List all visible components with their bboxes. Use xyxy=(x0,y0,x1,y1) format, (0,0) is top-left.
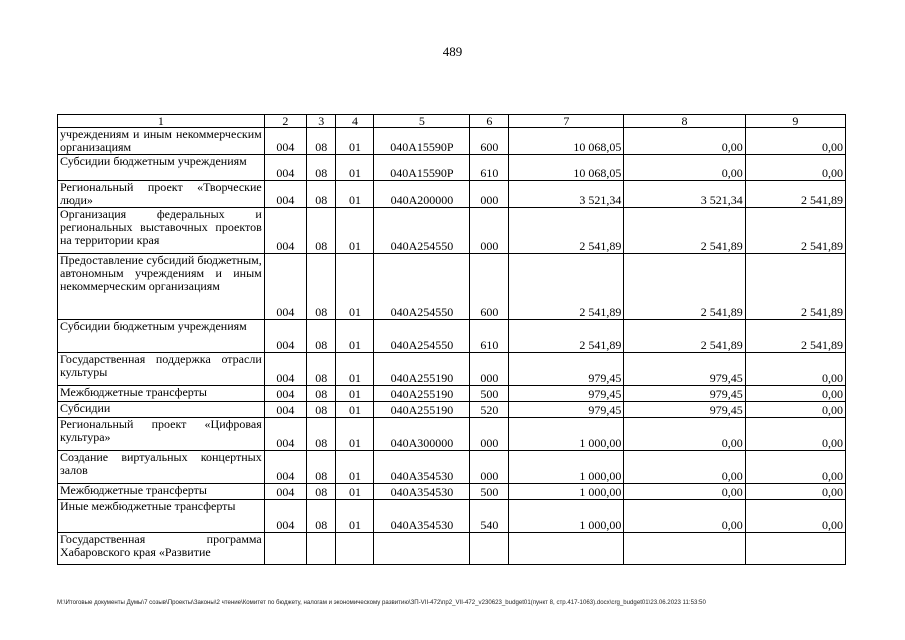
cell-section: 08 xyxy=(306,254,336,320)
table-row xyxy=(58,254,846,320)
cell-section: 08 xyxy=(306,181,336,208)
cell-target-article: 040A254550 xyxy=(374,254,470,320)
table-row xyxy=(58,418,846,451)
page-number: 489 xyxy=(442,44,463,59)
cell-sum-col9: 2 541,89 xyxy=(745,320,845,353)
cell-name: Создание виртуальных концертных залов xyxy=(58,451,265,484)
cell-name: Субсидии бюджетным учреждениям xyxy=(58,155,265,181)
cell-section: 08 xyxy=(306,208,336,254)
cell-expense-type: 610 xyxy=(470,320,509,353)
cell-subsection: 01 xyxy=(336,181,374,208)
cell-sum-col7: 3 521,34 xyxy=(509,181,624,208)
cell-name: Иные межбюджетные трансферты xyxy=(58,500,265,533)
cell-section: 08 xyxy=(306,155,336,181)
cell-sum-col8: 979,45 xyxy=(624,353,745,386)
cell-subsection: 01 xyxy=(336,386,374,402)
cell-sum-col9: 0,00 xyxy=(745,386,845,402)
cell-sum-col7: 1 000,00 xyxy=(509,418,624,451)
cell-sum-col9: 0,00 xyxy=(745,451,845,484)
header-cell: 5 xyxy=(374,115,470,128)
cell-sum-col7: 979,45 xyxy=(509,402,624,418)
cell-name: Межбюджетные трансферты xyxy=(58,484,265,500)
header-cell: 1 xyxy=(58,115,265,128)
cell-sum-col7: 2 541,89 xyxy=(509,320,624,353)
cell-name: учреждениям и иным некоммерческим организациям xyxy=(58,128,265,155)
header-cell: 3 xyxy=(306,115,336,128)
cell-grbs: 004 xyxy=(264,500,306,533)
cell-sum-col8: 3 521,34 xyxy=(624,181,745,208)
cell-sum-col9: 0,00 xyxy=(745,155,845,181)
cell-sum-col9: 0,00 xyxy=(745,500,845,533)
table-row xyxy=(58,128,846,155)
cell-target-article: 040A354530 xyxy=(374,500,470,533)
cell-expense-type xyxy=(470,533,509,565)
cell-expense-type: 600 xyxy=(470,254,509,320)
cell-grbs: 004 xyxy=(264,386,306,402)
cell-subsection: 01 xyxy=(336,254,374,320)
cell-sum-col7: 979,45 xyxy=(509,386,624,402)
cell-sum-col8: 0,00 xyxy=(624,128,745,155)
cell-sum-col7 xyxy=(509,533,624,565)
cell-target-article: 040A354530 xyxy=(374,484,470,500)
cell-grbs: 004 xyxy=(264,320,306,353)
table-body xyxy=(58,115,846,565)
cell-target-article: 040A254550 xyxy=(374,208,470,254)
header-cell: 2 xyxy=(264,115,306,128)
cell-expense-type: 500 xyxy=(470,484,509,500)
cell-grbs: 004 xyxy=(264,418,306,451)
table-row xyxy=(58,500,846,533)
cell-sum-col8: 2 541,89 xyxy=(624,320,745,353)
cell-expense-type: 000 xyxy=(470,451,509,484)
cell-target-article xyxy=(374,533,470,565)
budget-table xyxy=(57,114,846,565)
cell-grbs: 004 xyxy=(264,181,306,208)
cell-sum-col8: 979,45 xyxy=(624,386,745,402)
cell-target-article: 040A254550 xyxy=(374,320,470,353)
cell-sum-col9: 0,00 xyxy=(745,128,845,155)
cell-subsection: 01 xyxy=(336,155,374,181)
cell-sum-col8: 0,00 xyxy=(624,451,745,484)
table-row xyxy=(58,208,846,254)
cell-sum-col7: 1 000,00 xyxy=(509,484,624,500)
header-cell: 7 xyxy=(509,115,624,128)
cell-grbs: 004 xyxy=(264,254,306,320)
cell-subsection: 01 xyxy=(336,418,374,451)
header-cell: 6 xyxy=(470,115,509,128)
cell-grbs: 004 xyxy=(264,353,306,386)
cell-sum-col9: 2 541,89 xyxy=(745,254,845,320)
header-cell: 8 xyxy=(624,115,745,128)
cell-sum-col8: 0,00 xyxy=(624,484,745,500)
cell-grbs: 004 xyxy=(264,208,306,254)
cell-sum-col8: 0,00 xyxy=(624,155,745,181)
cell-section: 08 xyxy=(306,451,336,484)
cell-section: 08 xyxy=(306,500,336,533)
table-row xyxy=(58,155,846,181)
table-row xyxy=(58,353,846,386)
cell-subsection: 01 xyxy=(336,451,374,484)
table-row xyxy=(58,533,846,565)
cell-sum-col8 xyxy=(624,533,745,565)
cell-name: Предоставление субсидий бюджетным, автономным учреждениям и иным некоммерческим организациям xyxy=(58,254,265,320)
table-row xyxy=(58,181,846,208)
cell-expense-type: 600 xyxy=(470,128,509,155)
cell-target-article: 040A255190 xyxy=(374,386,470,402)
cell-target-article: 040A300000 xyxy=(374,418,470,451)
cell-expense-type: 540 xyxy=(470,500,509,533)
cell-grbs: 004 xyxy=(264,484,306,500)
cell-name: Государственная поддержка отрасли культуры xyxy=(58,353,265,386)
cell-name: Организация федеральных и региональных выставочных проектов на территории края xyxy=(58,208,265,254)
cell-sum-col7: 1 000,00 xyxy=(509,451,624,484)
cell-sum-col9: 0,00 xyxy=(745,484,845,500)
cell-sum-col9: 0,00 xyxy=(745,402,845,418)
cell-name: Региональный проект «Творческие люди» xyxy=(58,181,265,208)
cell-subsection: 01 xyxy=(336,320,374,353)
table-row xyxy=(58,402,846,418)
cell-grbs: 004 xyxy=(264,128,306,155)
cell-name: Государственная программа Хабаровского края «Развитие xyxy=(58,533,265,565)
cell-sum-col8: 0,00 xyxy=(624,418,745,451)
cell-target-article: 040A255190 xyxy=(374,402,470,418)
cell-sum-col8: 2 541,89 xyxy=(624,208,745,254)
cell-name: Субсидии бюджетным учреждениям xyxy=(58,320,265,353)
cell-sum-col9: 0,00 xyxy=(745,353,845,386)
cell-sum-col7: 2 541,89 xyxy=(509,208,624,254)
cell-grbs: 004 xyxy=(264,402,306,418)
table-row xyxy=(58,386,846,402)
cell-subsection: 01 xyxy=(336,128,374,155)
cell-sum-col7: 2 541,89 xyxy=(509,254,624,320)
cell-section: 08 xyxy=(306,418,336,451)
cell-grbs: 004 xyxy=(264,451,306,484)
cell-sum-col9: 2 541,89 xyxy=(745,208,845,254)
cell-name: Межбюджетные трансферты xyxy=(58,386,265,402)
cell-name: Субсидии xyxy=(58,402,265,418)
table-row xyxy=(58,484,846,500)
cell-grbs xyxy=(264,533,306,565)
header-cell: 4 xyxy=(336,115,374,128)
header-cell: 9 xyxy=(745,115,845,128)
cell-sum-col9 xyxy=(745,533,845,565)
cell-expense-type: 610 xyxy=(470,155,509,181)
cell-sum-col7: 979,45 xyxy=(509,353,624,386)
table-row xyxy=(58,451,846,484)
cell-name: Региональный проект «Цифровая культура» xyxy=(58,418,265,451)
cell-section: 08 xyxy=(306,128,336,155)
table-row xyxy=(58,320,846,353)
cell-expense-type: 500 xyxy=(470,386,509,402)
cell-sum-col7: 1 000,00 xyxy=(509,500,624,533)
cell-section: 08 xyxy=(306,353,336,386)
cell-target-article: 040A255190 xyxy=(374,353,470,386)
cell-target-article: 040A15590P xyxy=(374,155,470,181)
cell-expense-type: 000 xyxy=(470,181,509,208)
cell-subsection: 01 xyxy=(336,402,374,418)
cell-section xyxy=(306,533,336,565)
cell-target-article: 040A15590P xyxy=(374,128,470,155)
cell-sum-col9: 0,00 xyxy=(745,418,845,451)
cell-expense-type: 520 xyxy=(470,402,509,418)
cell-subsection: 01 xyxy=(336,208,374,254)
cell-sum-col8: 0,00 xyxy=(624,500,745,533)
cell-section: 08 xyxy=(306,484,336,500)
cell-target-article: 040A354530 xyxy=(374,451,470,484)
cell-sum-col8: 2 541,89 xyxy=(624,254,745,320)
cell-subsection xyxy=(336,533,374,565)
cell-section: 08 xyxy=(306,386,336,402)
cell-subsection: 01 xyxy=(336,484,374,500)
cell-expense-type: 000 xyxy=(470,418,509,451)
cell-section: 08 xyxy=(306,320,336,353)
cell-sum-col9: 2 541,89 xyxy=(745,181,845,208)
cell-sum-col7: 10 068,05 xyxy=(509,155,624,181)
column-number-header xyxy=(58,115,846,128)
cell-grbs: 004 xyxy=(264,155,306,181)
cell-expense-type: 000 xyxy=(470,208,509,254)
cell-sum-col7: 10 068,05 xyxy=(509,128,624,155)
cell-section: 08 xyxy=(306,402,336,418)
cell-sum-col8: 979,45 xyxy=(624,402,745,418)
cell-expense-type: 000 xyxy=(470,353,509,386)
cell-target-article: 040A200000 xyxy=(374,181,470,208)
cell-subsection: 01 xyxy=(336,500,374,533)
cell-subsection: 01 xyxy=(336,353,374,386)
footer-file-path: М:\Итоговые документы Думы\7 созыв\Проекты\Законы\2 чтение\Комитет по бюджету, налогам и экономическому развитию\ЗП-VII-472\пр2_VII-472_v230623_budget01(пункт 8, стр.417-1063).docx\crg_budget01\23.06.2023 11:53:50 xyxy=(57,599,706,606)
